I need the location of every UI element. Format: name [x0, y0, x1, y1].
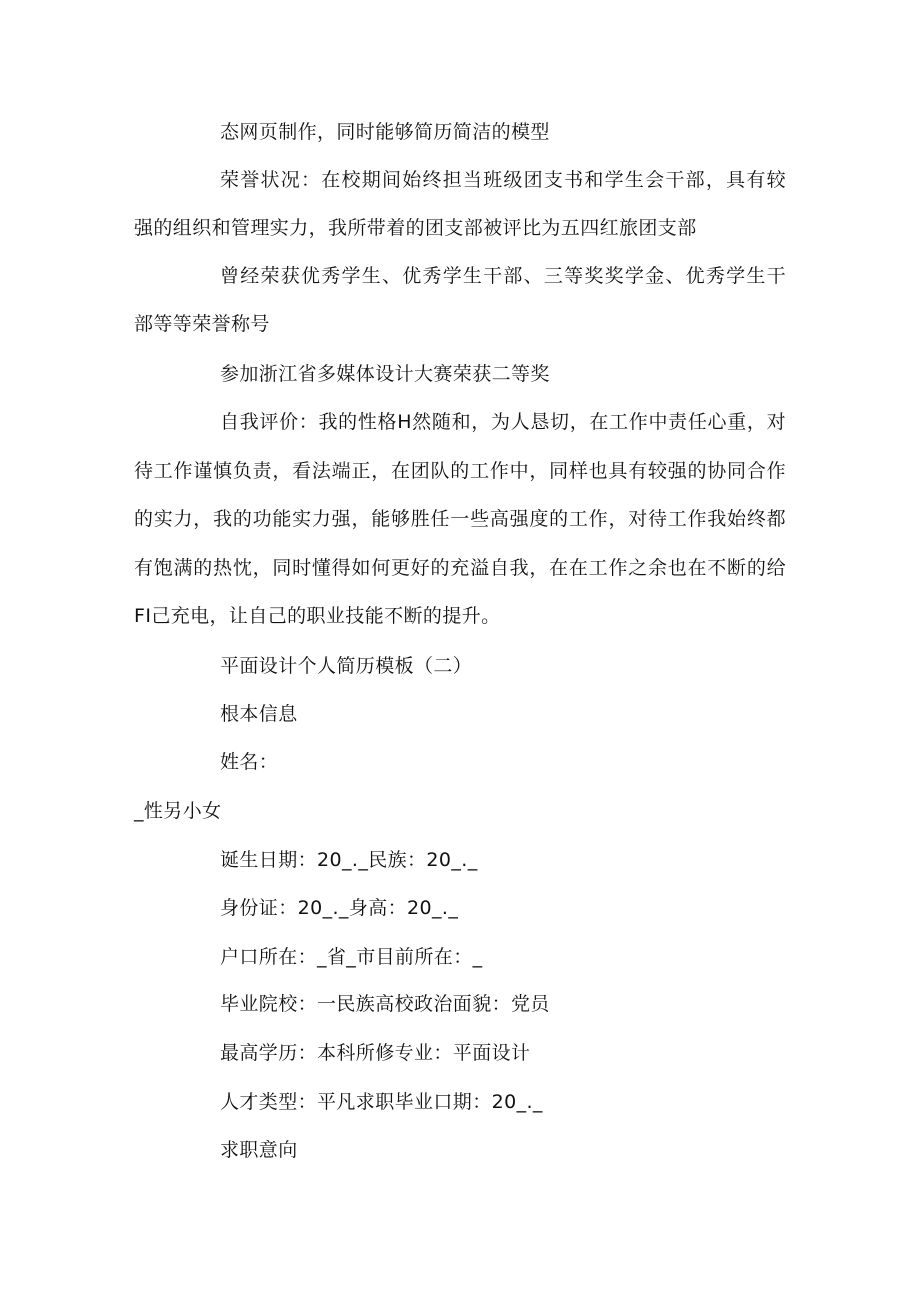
text-line-8: 待工作谨慎负责，看法端正，在团队的工作中，同样也具有较强的协同合作: [134, 460, 786, 482]
field-name: 姓名：: [220, 751, 279, 773]
text-line-7: 自我评价：我的性格H然随和，为人恳切，在工作中责任心重，对: [220, 411, 786, 433]
text-line-2: 荣誉状况：在校期间始终担当班级团支书和学生会干部，具有较: [220, 169, 786, 191]
section-heading-basic-info: 根本信息: [220, 703, 298, 725]
text-line-3: 强的组织和管理实力，我所带着的团支部被评比为五四红旅团支部: [134, 217, 697, 239]
text-line-9: 的实力，我的功能实力强，能够胜任一些高强度的工作，对待工作我始终都: [134, 508, 786, 530]
field-school-politics: 毕业院校：一民族高校政治面貌：党员: [220, 993, 550, 1015]
text-line-6: 参加浙江省多媒体设计大赛荣获二等奖: [220, 363, 550, 385]
text-line-11: FI己充电，让自己的职业技能不断的提升。: [134, 605, 501, 627]
field-residence: 户口所在：_省_市目前所在：_: [220, 946, 483, 968]
text-line-5: 部等等荣誉称号: [134, 313, 270, 335]
field-degree-major: 最高学历：本科所修专业：平面设计: [220, 1042, 531, 1064]
text-line-4: 曾经荣获优秀学生、优秀学生干部、三等奖奖学金、优秀学生干: [220, 265, 786, 287]
text-line-10: 有饱满的热忱，同时懂得如何更好的充溢自我，在在工作之余也在不断的给: [134, 557, 786, 579]
section-heading-template-two: 平面设计个人简历模板（二）: [220, 655, 473, 677]
field-birth-ethnicity: 诞生日期：20_._民族：20_._: [220, 849, 478, 871]
text-line-1: 态网页制作，同时能够简历简洁的模型: [220, 121, 550, 143]
section-heading-job-intention: 求职意向: [220, 1139, 298, 1161]
field-id-height: 身份证：20_._身高：20_._: [220, 897, 459, 919]
field-gender: _性另小女: [134, 800, 222, 822]
field-talent-graduation: 人才类型：平凡求职毕业口期：20_._: [220, 1091, 543, 1113]
